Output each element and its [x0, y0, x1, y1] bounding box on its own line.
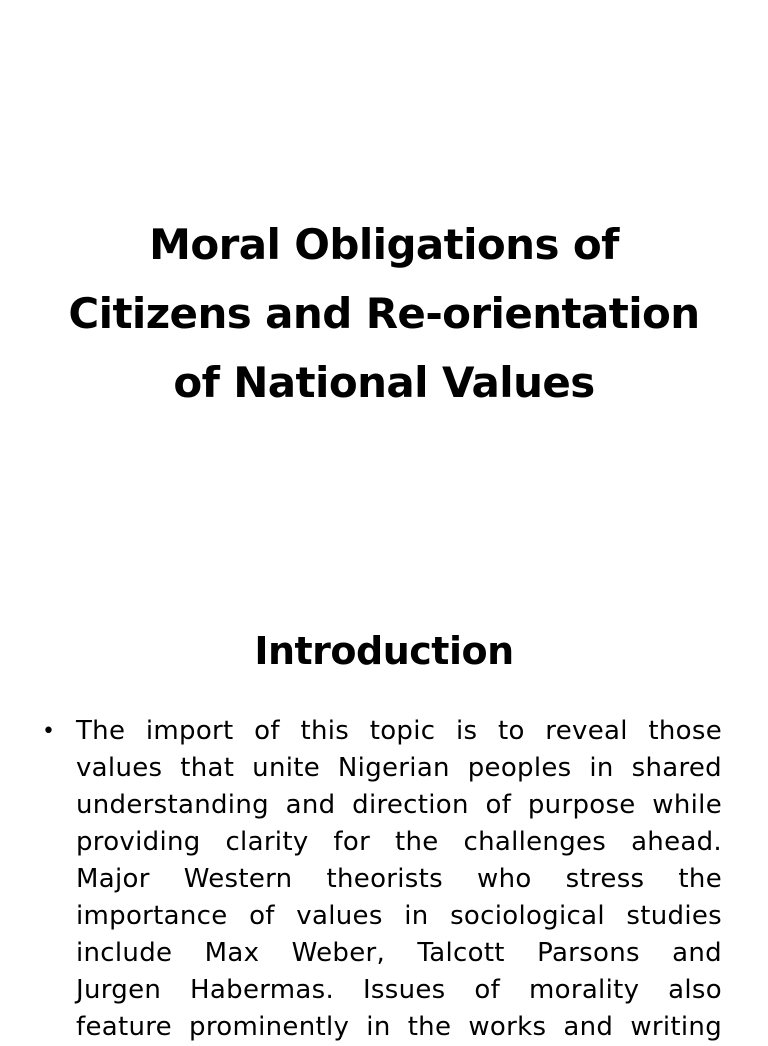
bullet-line: values that unite Nigerian peoples in shared: [76, 753, 722, 783]
bullet-line: understanding and direction of purpose while: [76, 790, 722, 820]
bullet-icon: •: [42, 719, 56, 744]
bullet-item: [42, 713, 722, 1046]
bullet-line: include Max Weber, Talcott Parsons and: [76, 938, 722, 968]
title-line: Citizens and Re-orientation: [68, 289, 700, 338]
bullet-line: feature prominently in the works and writing: [76, 1012, 722, 1042]
bullet-line: importance of values in sociological studies: [76, 901, 722, 931]
slide-title: [30, 210, 738, 417]
bullet-text: [76, 713, 722, 1046]
bullet-line: providing clarity for the challenges ahead.: [76, 827, 722, 857]
bullet-line: Major Western theorists who stress the: [76, 864, 722, 894]
bullet-line: The import of this topic is to reveal those: [76, 716, 722, 746]
bullet-list: [42, 713, 722, 1046]
introduction-slide: [0, 576, 768, 1042]
bullet-line: Jurgen Habermas. Issues of morality also: [76, 975, 722, 1005]
title-line: Moral Obligations of: [149, 220, 619, 269]
title-line: of National Values: [173, 358, 595, 407]
section-heading: Introduction: [254, 629, 514, 673]
